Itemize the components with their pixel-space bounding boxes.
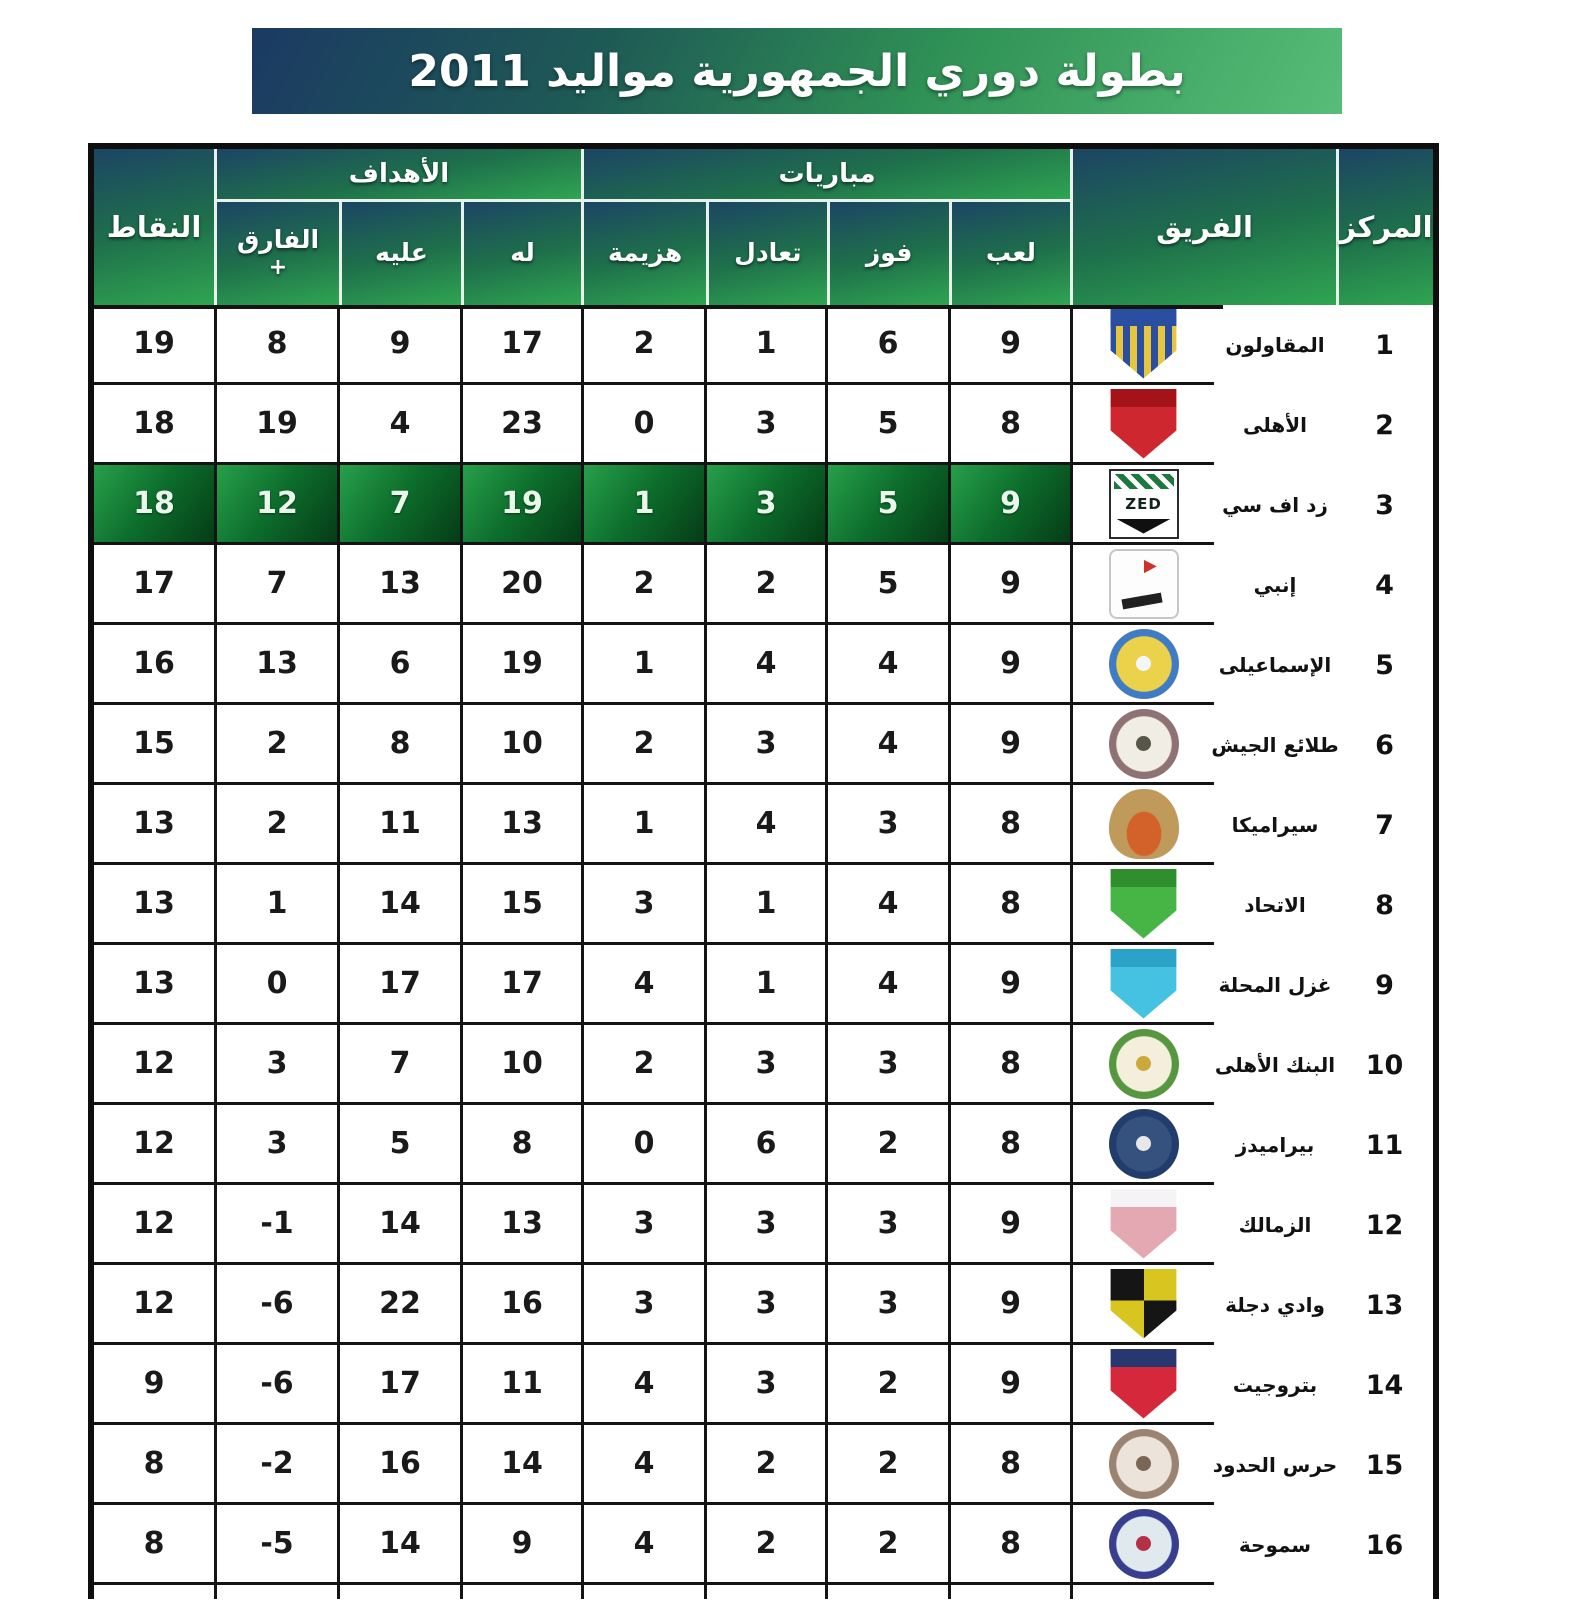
wins-cell: 2 — [825, 1425, 948, 1505]
goal-diff-cell: -6 — [214, 1265, 337, 1345]
wins-cell: 6 — [825, 305, 948, 385]
standings-table — [88, 143, 1439, 1599]
draws-cell: 3 — [704, 1265, 825, 1345]
goal-diff-cell: 0 — [214, 945, 337, 1025]
losses-cell: 4 — [581, 1345, 704, 1425]
played-cell: 8 — [948, 1425, 1070, 1505]
team-logo — [1109, 1029, 1179, 1099]
table-header — [94, 149, 1433, 305]
table-body — [94, 305, 1433, 1585]
table-row — [94, 1185, 1433, 1265]
team-name: سموحة — [1238, 1533, 1312, 1557]
header-wins: فوز — [827, 202, 949, 305]
rank-cell: 1 — [1375, 329, 1394, 361]
points-cell: 12 — [94, 1025, 214, 1105]
table-row — [94, 705, 1433, 785]
team-logo-cell — [1070, 1025, 1214, 1105]
team-logo-cell — [1070, 1265, 1214, 1345]
points-cell: 18 — [94, 465, 214, 545]
rank-cell: 15 — [1365, 1449, 1404, 1481]
points-cell: 15 — [94, 705, 214, 785]
team-name: المقاولون — [1225, 333, 1325, 357]
goals-for-cell: 19 — [460, 625, 581, 705]
points-cell: 8 — [94, 1425, 214, 1505]
draws-cell: 3 — [704, 1345, 825, 1425]
played-cell: 9 — [948, 1265, 1070, 1345]
goals-for-cell: 10 — [460, 705, 581, 785]
draws-cell: 1 — [704, 945, 825, 1025]
points-cell: 17 — [94, 545, 214, 625]
rank-cell: 7 — [1375, 809, 1394, 841]
losses-cell: 2 — [581, 705, 704, 785]
goals-for-cell: 16 — [460, 1265, 581, 1345]
table-row — [94, 1105, 1433, 1185]
goals-for-cell: 13 — [460, 785, 581, 865]
played-cell: 9 — [948, 1345, 1070, 1425]
goal-diff-plus: + — [268, 255, 288, 281]
goal-diff-cell: -6 — [214, 1345, 337, 1425]
header-goals-against: عليه — [339, 202, 461, 305]
team-logo-cell — [1070, 785, 1214, 865]
losses-cell: 0 — [581, 1105, 704, 1185]
team-name: الإسماعيلى — [1218, 653, 1332, 677]
rank-cell: 10 — [1365, 1049, 1404, 1081]
losses-cell: 1 — [581, 465, 704, 545]
team-logo — [1109, 869, 1179, 939]
points-cell: 18 — [94, 385, 214, 465]
team-logo: ZED — [1109, 469, 1179, 539]
goals-for-cell: 8 — [460, 1105, 581, 1185]
goal-diff-cell: 8 — [214, 305, 337, 385]
goal-diff-cell: 13 — [214, 625, 337, 705]
rank-cell: 6 — [1375, 729, 1394, 761]
goals-against-cell: 5 — [337, 1105, 460, 1185]
goals-against-cell: 11 — [337, 785, 460, 865]
goal-diff-cell: -5 — [214, 1505, 337, 1585]
team-logo-cell — [1070, 385, 1214, 465]
draws-cell: 2 — [704, 1425, 825, 1505]
team-name: غزل المحلة — [1218, 973, 1332, 997]
team-logo — [1109, 709, 1179, 779]
points-cell: 8 — [94, 1505, 214, 1585]
team-name: سيراميكا — [1231, 813, 1319, 837]
goals-against-cell: 22 — [337, 1265, 460, 1345]
wins-cell: 5 — [825, 545, 948, 625]
title-banner — [252, 28, 1342, 114]
table-row — [94, 945, 1433, 1025]
goal-diff-cell: 7 — [214, 545, 337, 625]
team-logo-cell — [1070, 1185, 1214, 1265]
played-cell: 8 — [948, 865, 1070, 945]
goals-for-cell: 10 — [460, 1025, 581, 1105]
goals-for-cell: 17 — [460, 945, 581, 1025]
points-cell: 9 — [94, 1345, 214, 1425]
played-cell: 9 — [948, 705, 1070, 785]
wins-cell: 2 — [825, 1105, 948, 1185]
team-logo-cell — [1070, 1425, 1214, 1505]
goals-for-cell: 20 — [460, 545, 581, 625]
played-cell: 9 — [948, 1185, 1070, 1265]
goal-diff-cell: -1 — [214, 1185, 337, 1265]
header-team: الفريق — [1070, 149, 1336, 305]
played-cell: 9 — [948, 465, 1070, 545]
team-logo-cell — [1070, 465, 1214, 545]
goals-against-cell: 14 — [337, 1185, 460, 1265]
wins-cell: 5 — [825, 385, 948, 465]
table-row — [94, 785, 1433, 865]
team-logo-cell — [1070, 1345, 1214, 1425]
header-goals-label: الأهداف — [217, 149, 581, 202]
team-name: الزمالك — [1238, 1213, 1312, 1237]
draws-cell: 2 — [704, 545, 825, 625]
goals-for-cell: 15 — [460, 865, 581, 945]
played-cell: 8 — [948, 785, 1070, 865]
played-cell: 8 — [948, 385, 1070, 465]
goal-diff-cell: 19 — [214, 385, 337, 465]
draws-cell: 3 — [704, 705, 825, 785]
table-row — [94, 1265, 1433, 1345]
goals-for-cell: 23 — [460, 385, 581, 465]
header-draws: تعادل — [706, 202, 826, 305]
wins-cell: 4 — [825, 705, 948, 785]
losses-cell: 1 — [581, 625, 704, 705]
goals-for-cell: 17 — [460, 305, 581, 385]
draws-cell: 2 — [704, 1505, 825, 1585]
table-row — [94, 1425, 1433, 1505]
points-cell: 13 — [94, 945, 214, 1025]
team-name: البنك الأهلى — [1214, 1053, 1336, 1077]
team-name: الاتحاد — [1244, 893, 1306, 917]
wins-cell: 3 — [825, 1265, 948, 1345]
page-title: بطولة دوري الجمهورية مواليد 2011 — [408, 45, 1186, 97]
draws-cell: 3 — [704, 385, 825, 465]
points-cell: 12 — [94, 1185, 214, 1265]
team-logo-cell — [1070, 945, 1214, 1025]
goal-diff-cell: 3 — [214, 1025, 337, 1105]
goals-against-cell: 8 — [337, 705, 460, 785]
team-logo — [1109, 309, 1179, 379]
goal-diff-cell: 12 — [214, 465, 337, 545]
table-row — [94, 385, 1433, 465]
points-cell: 19 — [94, 305, 214, 385]
losses-cell: 2 — [581, 1025, 704, 1105]
draws-cell: 3 — [704, 1185, 825, 1265]
losses-cell: 3 — [581, 865, 704, 945]
team-logo-cell — [1070, 545, 1214, 625]
played-cell: 8 — [948, 1505, 1070, 1585]
team-name: وادي دجلة — [1225, 1293, 1325, 1317]
table-row — [94, 305, 1433, 385]
goals-against-cell: 9 — [337, 305, 460, 385]
team-name: حرس الحدود — [1212, 1453, 1338, 1477]
goals-against-cell: 6 — [337, 625, 460, 705]
table-row — [94, 1345, 1433, 1425]
rank-cell: 3 — [1375, 489, 1394, 521]
header-divider — [94, 305, 1223, 309]
next-row-clipped — [94, 1585, 1433, 1599]
rank-cell: 14 — [1365, 1369, 1404, 1401]
played-cell: 9 — [948, 545, 1070, 625]
table-row — [94, 625, 1433, 705]
goal-diff-cell: 3 — [214, 1105, 337, 1185]
team-logo — [1109, 1109, 1179, 1179]
wins-cell: 4 — [825, 625, 948, 705]
team-logo — [1109, 1429, 1179, 1499]
team-logo-cell — [1070, 625, 1214, 705]
team-logo-cell — [1070, 305, 1214, 385]
rank-cell: 11 — [1365, 1129, 1404, 1161]
header-matches-label: مباريات — [584, 149, 1070, 202]
table-row — [94, 1025, 1433, 1105]
team-name: طلائع الجيش — [1211, 733, 1339, 757]
team-name: زد اف سي — [1222, 493, 1328, 517]
goal-diff-cell: -2 — [214, 1425, 337, 1505]
wins-cell: 2 — [825, 1345, 948, 1425]
team-logo-cell — [1070, 1505, 1214, 1585]
team-name: بتروجيت — [1232, 1373, 1318, 1397]
draws-cell: 1 — [704, 865, 825, 945]
points-cell: 13 — [94, 785, 214, 865]
team-name: الأهلى — [1243, 413, 1308, 437]
goals-for-cell: 13 — [460, 1185, 581, 1265]
team-logo — [1109, 389, 1179, 459]
played-cell: 9 — [948, 945, 1070, 1025]
table-row — [94, 465, 1433, 545]
team-name: بيراميدز — [1235, 1133, 1315, 1157]
goal-diff-cell: 2 — [214, 705, 337, 785]
goals-against-cell: 4 — [337, 385, 460, 465]
goals-against-cell: 16 — [337, 1425, 460, 1505]
draws-cell: 4 — [704, 625, 825, 705]
goals-against-cell: 7 — [337, 1025, 460, 1105]
played-cell: 9 — [948, 625, 1070, 705]
draws-cell: 3 — [704, 465, 825, 545]
goals-against-cell: 17 — [337, 945, 460, 1025]
goals-against-cell: 7 — [337, 465, 460, 545]
wins-cell: 2 — [825, 1505, 948, 1585]
wins-cell: 3 — [825, 1025, 948, 1105]
rank-cell: 4 — [1375, 569, 1394, 601]
points-cell: 12 — [94, 1265, 214, 1345]
draws-cell: 6 — [704, 1105, 825, 1185]
wins-cell: 4 — [825, 945, 948, 1025]
team-logo-cell — [1070, 865, 1214, 945]
header-matches-group — [581, 149, 1070, 305]
team-logo — [1109, 549, 1179, 619]
team-name: إنبي — [1253, 573, 1297, 597]
team-logo — [1109, 1349, 1179, 1419]
losses-cell: 4 — [581, 1425, 704, 1505]
wins-cell: 4 — [825, 865, 948, 945]
played-cell: 8 — [948, 1105, 1070, 1185]
table-row — [94, 545, 1433, 625]
losses-cell: 4 — [581, 945, 704, 1025]
wins-cell: 5 — [825, 465, 948, 545]
losses-cell: 2 — [581, 305, 704, 385]
rank-cell: 5 — [1375, 649, 1394, 681]
header-goal-diff — [217, 202, 339, 305]
header-points: النقاط — [94, 149, 214, 305]
header-played: لعب — [949, 202, 1070, 305]
rank-cell: 2 — [1375, 409, 1394, 441]
goals-for-cell: 9 — [460, 1505, 581, 1585]
goals-against-cell: 13 — [337, 545, 460, 625]
team-logo — [1109, 629, 1179, 699]
team-logo — [1109, 1269, 1179, 1339]
goals-against-cell: 14 — [337, 865, 460, 945]
goals-against-cell: 14 — [337, 1505, 460, 1585]
goals-for-cell: 11 — [460, 1345, 581, 1425]
goals-for-cell: 14 — [460, 1425, 581, 1505]
header-goals-for: له — [461, 202, 581, 305]
played-cell: 8 — [948, 1025, 1070, 1105]
wins-cell: 3 — [825, 785, 948, 865]
losses-cell: 3 — [581, 1265, 704, 1345]
points-cell: 13 — [94, 865, 214, 945]
losses-cell: 4 — [581, 1505, 704, 1585]
rank-cell: 16 — [1365, 1529, 1404, 1561]
points-cell: 12 — [94, 1105, 214, 1185]
team-logo-cell — [1070, 705, 1214, 785]
rank-cell: 12 — [1365, 1209, 1404, 1241]
losses-cell: 0 — [581, 385, 704, 465]
goals-against-cell: 17 — [337, 1345, 460, 1425]
played-cell: 9 — [948, 305, 1070, 385]
team-logo — [1109, 789, 1179, 859]
team-logo — [1109, 1509, 1179, 1579]
team-logo — [1109, 1189, 1179, 1259]
draws-cell: 1 — [704, 305, 825, 385]
goal-diff-cell: 2 — [214, 785, 337, 865]
losses-cell: 3 — [581, 1185, 704, 1265]
rank-cell: 13 — [1365, 1289, 1404, 1321]
table-row — [94, 1505, 1433, 1585]
table-row — [94, 865, 1433, 945]
goal-diff-label: الفارق — [236, 225, 320, 255]
points-cell: 16 — [94, 625, 214, 705]
team-logo — [1109, 949, 1179, 1019]
goal-diff-cell: 1 — [214, 865, 337, 945]
losses-cell: 2 — [581, 545, 704, 625]
team-logo-cell — [1070, 1105, 1214, 1185]
draws-cell: 4 — [704, 785, 825, 865]
losses-cell: 1 — [581, 785, 704, 865]
draws-cell: 3 — [704, 1025, 825, 1105]
header-rank: المركز — [1336, 149, 1433, 305]
wins-cell: 3 — [825, 1185, 948, 1265]
header-goals-group — [214, 149, 581, 305]
rank-cell: 9 — [1375, 969, 1394, 1001]
rank-cell: 8 — [1375, 889, 1394, 921]
header-losses: هزيمة — [584, 202, 706, 305]
goals-for-cell: 19 — [460, 465, 581, 545]
